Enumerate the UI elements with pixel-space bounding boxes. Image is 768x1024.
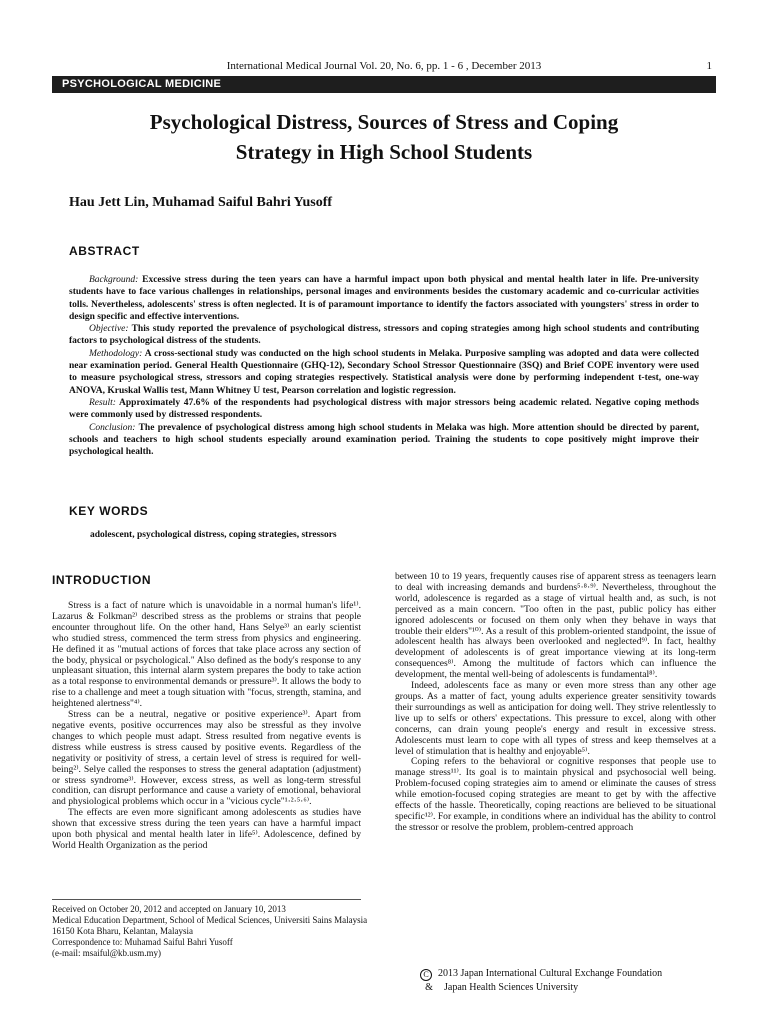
- abstract-conclusion: [69, 422, 699, 459]
- keywords-heading: KEY WORDS: [69, 504, 149, 518]
- abstract-result: [69, 397, 699, 422]
- result-text: Approximately 47.6% of the respondents had psychological distress with major stressors being academic related. Negative coping methods were commonly used by distressed respondents.: [69, 397, 699, 421]
- intro-paragraph: The effects are even more significant among adolescents as studies have shown that excessive stress during the teen years can have a harmful impact upon both physical and mental health later in life⁵⁾. Adolescence, defined by World Health Organization as the period: [52, 807, 361, 851]
- methodology-label: Methodology:: [89, 348, 143, 359]
- journal-header: International Medical Journal Vol. 20, No. 6, pp. 1 - 6 , December 2013: [226, 60, 542, 72]
- conclusion-label: Conclusion:: [89, 422, 136, 433]
- section-label: PSYCHOLOGICAL MEDICINE: [52, 76, 716, 93]
- copyright-icon: C: [420, 969, 432, 981]
- copyright-text-2: Japan Health Sciences University: [444, 982, 579, 993]
- title-line-1: Psychological Distress, Sources of Stress and Coping: [149, 110, 619, 134]
- intro-paragraph: Stress is a fact of nature which is unavoidable in a normal human's life¹⁾. Lazarus & Folkman²⁾ described stress as the problems or strains that people encounter throughout life. On the other hand, Hans Selye³⁾ an early scientist who studied stress, commenced the term stress from physics and engineering. He defined it as "mutual actions of forces that take place across any section of the body, physical or psychological." Also defined as the body's response to any unpleasant situation, this internal alarm system prepares the body to take action as a total response to environmental demands or pressure³⁾. It allows the body to rise to a challenge and meet a tough situation with "focus, strength, stamina, and heightened alertness"⁴⁾.: [52, 600, 361, 710]
- abstract-background: [69, 274, 699, 323]
- background-label: Background:: [89, 275, 139, 285]
- paper-title: [60, 107, 708, 167]
- keywords-text: adolescent, psychological distress, coping strategies, stressors: [90, 530, 337, 540]
- conclusion-text: The prevalence of psychological distress among high school students in Melaka was high. More attention should be directed by parent, schools and teachers to high school students especially around examination period. Training the students to cope positively might improve their psychological health.: [69, 422, 699, 458]
- methodology-text: A cross-sectional study was conducted on the high school students in Melaka. Purposive sampling was adopted and data were collected near examination period. General Health Questionnaire (GHQ-12), Secondary School Stressor Questionnaire (3SQ) and Brief COPE inventory were used to measure psychological stress, stressors and coping strategies respectively. Statistical analysis were done by performing independent t-test, one-way ANOVA, Kruskal Wallis test, Mann Whitney U test, Pearson correlation and logistic regression.: [69, 348, 699, 396]
- introduction-right-column: [395, 572, 716, 834]
- result-label: Result:: [89, 397, 116, 408]
- objective-label: Objective:: [89, 324, 129, 335]
- ampersand: &: [425, 982, 433, 993]
- footnote-divider: [52, 899, 361, 900]
- email: (e-mail: msaiful@kb.usm.my): [52, 948, 162, 958]
- abstract-body: [69, 274, 699, 458]
- introduction-heading: INTRODUCTION: [52, 573, 152, 587]
- abstract-objective: [69, 323, 699, 348]
- correspondence: Correspondence to: Muhamad Saiful Bahri Yusoff: [52, 937, 233, 947]
- introduction-left-column: [52, 601, 361, 852]
- page-number: 1: [706, 60, 712, 72]
- copyright: [420, 967, 662, 995]
- background-text: Excessive stress during the teen years can have a harmful impact upon both physical and mental health later in life. Pre-university students have to face various challenges in relationships, personal images and environments besides the customary academic and co-curricular activities tolls. Nevertheless, adolescents' stress is often neglected. It is of paramount importance to identify the factors associated with youngsters' stress in order to design specific and effective interventions.: [69, 275, 700, 322]
- affiliation: Medical Education Department, School of Medical Sciences, Universiti Sains Malaysia: [52, 915, 368, 925]
- received-note: Received on October 20, 2012 and accepted on January 10, 2013: [52, 904, 286, 914]
- authors: Hau Jett Lin, Muhamad Saiful Bahri Yusoff: [69, 195, 333, 210]
- abstract-methodology: [69, 348, 699, 397]
- title-line-2: Strategy in High School Students: [235, 140, 533, 164]
- intro-paragraph: Stress can be a neutral, negative or positive experience³⁾. Apart from negative events, positive occurrences may also be stressful as they involve changes to which people must adapt. Stress resulted from negative events is distress while eustress is stress caused by positive events. Regardless of the negativity or positivity of stress, a certain level of stress is required for well-being²⁾. Selye called the responses to stress the general adaptation (adjustment) or stress syndrome³⁾. However, excess stress, as well as long-term stressful condition, can disrupt performance and cause a variety of emotional, behavioral and physiological problems which occur in a "vicious cycle"¹·²·⁵·⁶⁾.: [52, 709, 361, 808]
- intro-paragraph: between 10 to 19 years, frequently causes rise of apparent stress as teenagers learn to deal with increasing demands and burdens⁵·⁸·⁹⁾. Nevertheless, throughout the world, adolescence is regarded as a stage of virtual health and, as such, is not perceived as a main concern. "Too often in the past, public policy has either ignored adolescents or focused on them only when they behave in ways that trouble their elders"¹⁰⁾. As a result of this problem-oriented standpoint, the issue of adolescent health has always been overlooked and neglected⁹⁾. In fact, healthy development of adolescents is of great importance viewing at its long-term consequences⁸⁾. Among the multitude of factors which can influence the development, the mental well-being of adolescents is fundamental⁸⁾.: [395, 571, 716, 681]
- intro-paragraph: Coping refers to the behavioral or cognitive responses that people use to manage stress¹¹⁾. Its goal is to maintain physical and psychosocial well being. Problem-focused coping strategies aim to amend or eliminate the causes of stress while emotion-focused coping strategies are meant to get by with the affective effects of the hassle. Theoretically, coping reactions are believed to be situational specific¹²⁾. For example, in conditions where an individual has the ability to control the stressor or resolve the problem, problem-centred approach: [395, 756, 716, 833]
- intro-paragraph: Indeed, adolescents face as many or even more stress than any other age groups. As a matter of fact, young adults experience greater sensitivity towards their surroundings as well as anticipation for doing well. They strive relentlessly to live up to selfs or others' expectations. This pressure to excel, along with other concerns, can drain young people's energy and result in excessive stress. Adolescents must learn to cope with all types of stress and keep themselves at a level of stimulation that is healthy and enjoyable⁵⁾.: [395, 680, 716, 757]
- objective-text: This study reported the prevalence of psychological distress, stressors and coping strategies among high school students and contributing factors to psychological distress of the students.: [69, 324, 699, 347]
- copyright-text-1: 2013 Japan International Cultural Exchange Foundation: [438, 968, 663, 979]
- copyright-line-1: [420, 967, 662, 981]
- footnotes: [52, 904, 382, 959]
- copyright-line-2: [420, 981, 662, 995]
- abstract-heading: ABSTRACT: [69, 244, 140, 258]
- address: 16150 Kota Bharu, Kelantan, Malaysia: [52, 926, 193, 936]
